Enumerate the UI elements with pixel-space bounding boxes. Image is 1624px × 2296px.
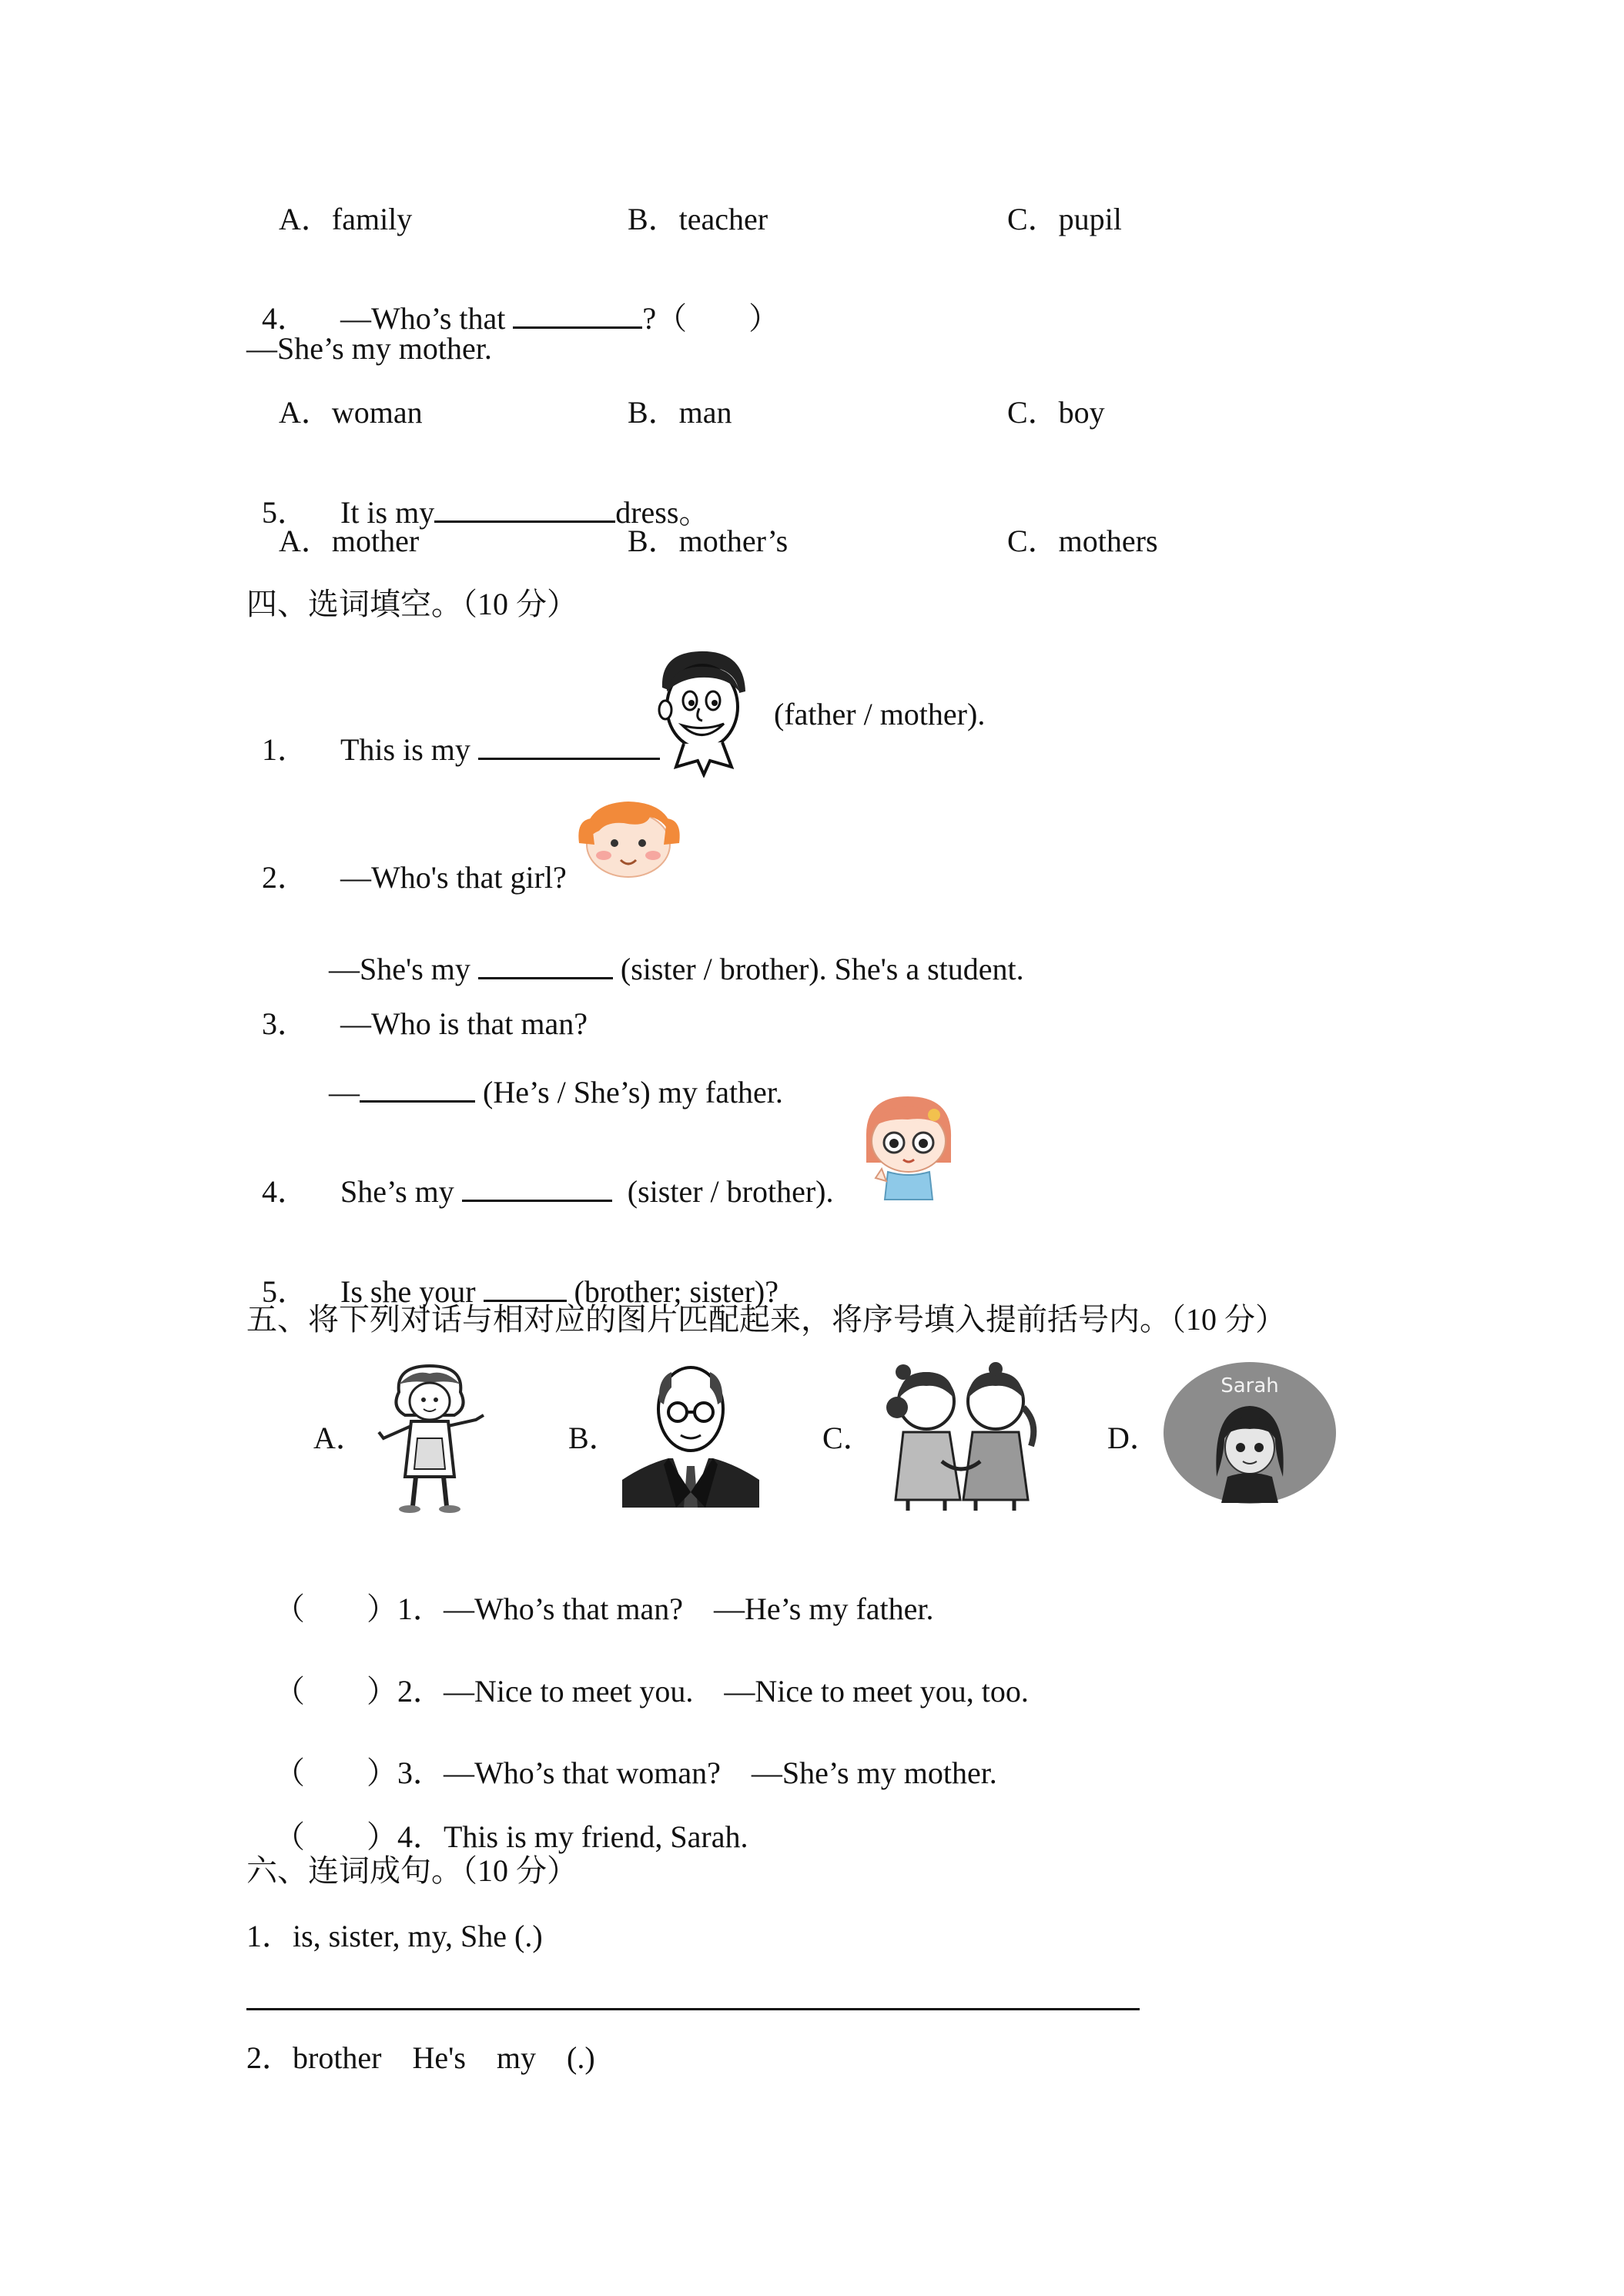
q4-number: 4． (262, 301, 308, 336)
s5-item-4 (259, 1791, 748, 1853)
picture-a-woman-apron (368, 1361, 491, 1515)
s4-item-4-choices: (sister / brother). (611, 1174, 834, 1209)
q4-text-end: ?（ ） (642, 301, 780, 336)
s5-item-1 (259, 1563, 934, 1625)
s4-item-1-choices: (father / mother). (766, 697, 986, 731)
q5-option-b: B．mother’s (628, 524, 789, 558)
q4-option-b: B．man (628, 395, 732, 430)
s5-item-4-bracket[interactable]: （ ） (274, 1819, 397, 1854)
s4-item-4-number: 4． (262, 1174, 308, 1209)
q4-text: —Who’s that (340, 301, 514, 336)
q5-text: It is my (340, 495, 435, 530)
s4-item-4-text: She’s my (340, 1174, 462, 1209)
picture-label-a: A． (313, 1421, 367, 1455)
s6-item-2: 2．brother He's my (.) (246, 2040, 595, 2075)
s4-item-3-choices: (He’s / She’s) my father. (475, 1075, 783, 1110)
s5-item-2-text: 2．—Nice to meet you. —Nice to meet you, too. (397, 1674, 1029, 1709)
s4-item-3-number: 3． (262, 1006, 308, 1041)
picture-c-two-girls (880, 1361, 1042, 1512)
s4-item-3 (246, 978, 588, 1039)
s5-item-3-text: 3．—Who’s that woman? —She’s my mother. (397, 1755, 997, 1790)
q5-question (246, 462, 709, 528)
s4-item-1-blank[interactable] (478, 730, 660, 760)
q4-blank[interactable] (513, 299, 642, 329)
s4-item-5 (246, 1241, 779, 1307)
q5-option-c: C．mothers (1007, 524, 1158, 558)
q3-option-c: C．pupil (1007, 202, 1122, 236)
picture-label-d: D． (1107, 1421, 1160, 1455)
s4-item-5-text: Is she your (340, 1274, 484, 1309)
s4-item-2-choices: (sister / brother). She's a student. (612, 952, 1024, 986)
s4-item-3-blank[interactable] (360, 1073, 475, 1103)
s4-item-3-answer-dash: — (329, 1075, 360, 1110)
s4-item-2-text: —Who's that girl? (340, 860, 567, 895)
s6-item-1: 1．is, sister, my, She (.) (246, 1919, 543, 1953)
picture-label-c: C． (822, 1421, 874, 1455)
s4-item-5-choices: (brother; sister)? (566, 1274, 779, 1309)
s5-item-1-text: 1．—Who’s that man? —He’s my father. (397, 1591, 934, 1626)
section5-title: 五、将下列对话与相对应的图片匹配起来，将序号填入提前括号内。（10 分） (246, 1302, 1286, 1337)
s4-item-2-number: 2． (262, 860, 308, 895)
q4-answer: —She’s my mother. (246, 331, 492, 366)
s4-item-2 (246, 832, 567, 893)
s5-item-4-text: 4．This is my friend, Sarah. (397, 1819, 748, 1854)
s5-item-1-bracket[interactable]: （ ） (274, 1591, 397, 1626)
s4-item-2-answer (313, 919, 1024, 985)
s4-item-5-number: 5． (262, 1274, 308, 1309)
picture-b-man-suit (622, 1357, 759, 1508)
q5-number: 5． (262, 495, 308, 530)
picture-d-name: Sarah (1221, 1374, 1279, 1397)
s4-item-1 (246, 699, 660, 765)
q3-option-a: A．family (279, 202, 413, 236)
s4-item-1-number: 1． (262, 732, 308, 767)
s4-item-5-blank[interactable] (484, 1272, 567, 1302)
picture-d-sarah (1163, 1361, 1337, 1504)
s4-item-2-answer-text: —She's my (329, 952, 478, 986)
q4-question (246, 268, 779, 334)
s4-item-1-text: This is my (340, 732, 478, 767)
section4-title: 四、选词填空。（10 分） (246, 587, 578, 621)
glasses-girl-image (859, 1092, 959, 1203)
picture-label-b: B． (568, 1421, 620, 1455)
s6-item-1-answer-line[interactable] (246, 2008, 1140, 2010)
s4-item-4 (246, 1141, 834, 1207)
girl-cartoon-image (576, 797, 682, 880)
father-cartoon-image (653, 645, 753, 778)
q5-blank[interactable] (434, 493, 615, 523)
s4-item-3-answer (313, 1042, 783, 1108)
q3-option-b: B．teacher (628, 202, 768, 236)
section6-title: 六、连词成句。（10 分） (246, 1853, 578, 1888)
s5-item-3 (259, 1727, 997, 1789)
s5-item-2 (259, 1645, 1029, 1707)
s4-item-2-blank[interactable] (478, 949, 613, 979)
s4-item-3-text: —Who is that man? (340, 1006, 588, 1041)
q4-option-c: C．boy (1007, 395, 1105, 430)
s4-item-4-blank[interactable] (462, 1172, 612, 1202)
q5-option-a: A．mother (279, 524, 420, 558)
s5-item-2-bracket[interactable]: （ ） (274, 1674, 397, 1709)
q4-option-a: A．woman (279, 395, 423, 430)
s5-item-3-bracket[interactable]: （ ） (274, 1755, 397, 1790)
q5-text-end: dress。 (615, 495, 710, 530)
